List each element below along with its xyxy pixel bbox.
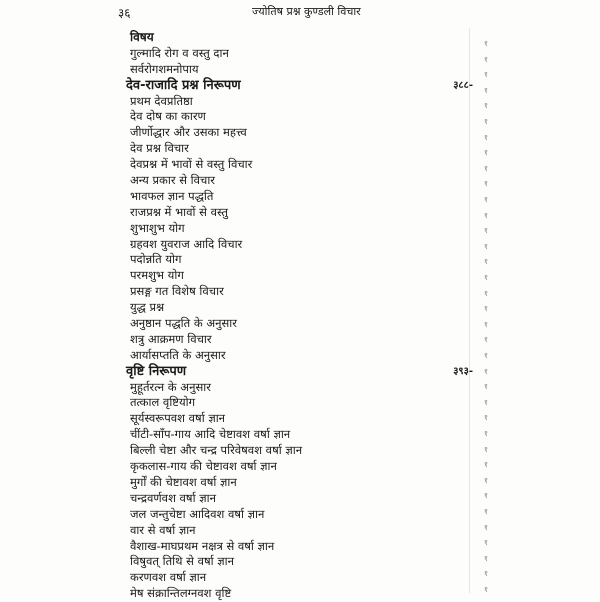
list-item: [130, 570, 475, 586]
entry-text: आर्यासप्तति के अनुसार: [130, 347, 226, 362]
page-number-fragment: १: [483, 553, 488, 563]
list-item: [130, 411, 475, 427]
page-number-fragment: १: [483, 39, 488, 48]
entry-text: परमशुभ योग: [130, 268, 184, 283]
page-number-fragment: १: [483, 475, 488, 485]
page-number-fragment: १: [483, 117, 488, 126]
page-number-fragment: १: [483, 101, 488, 111]
list-item: [130, 94, 475, 110]
section-heading: [126, 364, 471, 380]
list-item: [130, 221, 475, 237]
entry-text: सूर्यस्वरूपवश वर्षा ज्ञान: [130, 411, 226, 426]
entry-text: वैशाख-माघप्रथम नक्षत्र से वर्षा ज्ञान: [130, 538, 275, 553]
list-item: [130, 125, 475, 141]
running-title: ज्योतिष प्रश्न कुण्डली विचार: [252, 5, 361, 18]
entry-text: प्रथम देवप्रतिष्ठा: [130, 93, 193, 108]
page-number-fragment: १: [483, 351, 488, 360]
entry-text: शुभाशुभ योग: [130, 220, 185, 235]
list-item: [130, 109, 475, 125]
page-number-fragment: १: [483, 444, 488, 454]
entry-text: शत्रु आक्रमण विचार: [130, 331, 212, 346]
entry-text: मुहूर्तरत्न के अनुसार: [130, 379, 211, 394]
page-number-fragment: १: [483, 226, 488, 236]
page-number-fragment: १: [483, 273, 488, 282]
page-number-fragment: १: [483, 163, 488, 173]
entry-text: बिल्ली चेष्टा और चन्द्र परिवेषवश वर्षा ज्ञान: [130, 443, 303, 458]
list-item: [130, 395, 475, 411]
entry-text: जीर्णोद्धार और उसका महत्त्व: [130, 125, 247, 140]
page-number-fragment: १: [483, 460, 488, 470]
page-number-fragment: १: [483, 257, 488, 267]
list-item: [130, 523, 475, 539]
page-number-fragment: १: [483, 585, 488, 594]
page-number-fragment: १: [483, 382, 488, 392]
list-item: [130, 491, 475, 507]
list-item: [130, 284, 475, 300]
list-item: [130, 316, 475, 332]
entry-text: विषय: [130, 30, 154, 44]
page-number-fragment: १: [483, 522, 488, 532]
entry-text: अनुष्ठान पद्धति के अनुसार: [130, 316, 237, 331]
entry-text: युद्ध प्रश्न: [130, 300, 165, 315]
entry-text: राजप्रश्न में भावों से वस्तु: [130, 204, 229, 219]
page-reference: ३९३-: [453, 365, 473, 377]
entry-text: सर्वरोगशमनोपाय: [130, 61, 199, 76]
list-item: [130, 554, 475, 570]
page-number: ३६: [118, 6, 131, 20]
list-item: [130, 157, 475, 173]
list-item: [130, 237, 475, 253]
entry-text: प्रसङ्ग गत विशेष विचार: [130, 284, 224, 299]
list-item: [130, 380, 475, 396]
list-item: [130, 205, 475, 221]
entry-text: तत्काल वृष्टियोग: [130, 395, 196, 410]
entry-text: करणवश वर्षा ज्ञान: [130, 570, 207, 585]
entry-text: चींटी-साँप-गाय आदि चेष्टावश वर्षा ज्ञान: [130, 427, 291, 442]
list-item: [130, 141, 475, 157]
entry-text: अन्य प्रकार से विचार: [130, 173, 216, 188]
list-item: [130, 507, 475, 523]
list-item: [130, 252, 475, 268]
entry-text: देवप्रश्न में भावों से वस्तु विचार: [130, 157, 253, 172]
page-number-fragment: १: [483, 491, 488, 501]
entry-text: चन्द्रवर्णवश वर्षा ज्ञान: [130, 490, 216, 505]
list-item: [130, 268, 475, 284]
entry-text: देव-राजादि प्रश्न निरूपण: [126, 77, 241, 93]
entry-text: जल जन्तुचेष्टा आदिवश वर्षा ज्ञान: [130, 506, 265, 521]
page-number-fragment: १: [483, 366, 488, 376]
entry-text: कृकलास-गाय की चेष्टावश वर्षा ज्ञान: [130, 459, 277, 474]
entry-text: गुल्मादि रोग व वस्तु दान: [130, 45, 229, 60]
page-number-fragment: १: [483, 54, 488, 64]
list-item: [130, 46, 475, 62]
entry-text: ग्रहवश युवराज आदि विचार: [130, 236, 243, 251]
entry-text: मेष संक्रान्तिलग्नवश वृष्टि: [130, 586, 232, 601]
entry-text: पदोन्नति योग: [130, 252, 182, 267]
list-item: [130, 348, 475, 364]
list-item: [130, 62, 475, 78]
entry-text: मुर्गों की चेष्टावश वर्षा ज्ञान: [130, 474, 237, 489]
entry-text: भावफल ज्ञान पद्धति: [130, 188, 214, 203]
page-number-fragment: १: [483, 70, 488, 80]
entry-text: देव दोष का कारण: [130, 109, 206, 124]
page-number-fragment: १: [483, 210, 488, 220]
page-number-fragment: १: [483, 538, 488, 548]
page-number-fragment: १: [483, 195, 488, 204]
page-number-fragment: १: [483, 85, 488, 95]
entry-text: विषुवत् तिथि से वर्षा ज्ञान: [130, 554, 234, 569]
section-heading: [126, 78, 471, 94]
page-number-fragment: १: [483, 429, 488, 438]
page-number-fragment: १: [483, 507, 488, 516]
page-number-fragment: १: [483, 304, 488, 314]
entry-text: वृष्टि निरूपण: [126, 363, 187, 379]
list-item: [130, 443, 475, 459]
list-item: [130, 300, 475, 316]
page-number-fragment: १: [483, 319, 488, 329]
page-number-fragment: १: [483, 335, 488, 345]
subject-heading: [130, 30, 475, 46]
page-number-fragment: १: [483, 397, 488, 407]
page-number-fragment: १: [483, 132, 488, 142]
page-number-fragment: १: [483, 413, 488, 423]
list-item: [130, 427, 475, 443]
list-item: [130, 459, 475, 475]
page-reference: ३८८-: [453, 79, 473, 91]
page-header: [112, 4, 472, 22]
entry-text: देव प्रश्न विचार: [130, 141, 189, 156]
list-item: [130, 189, 475, 205]
list-item: [130, 539, 475, 555]
page-number-fragment: १: [483, 569, 488, 579]
table-of-contents: [126, 30, 475, 602]
page-number-fragment: १: [483, 179, 488, 189]
page-number-fragment: १: [483, 148, 488, 158]
page-number-fragment: १: [483, 241, 488, 251]
page-number-fragment: १: [483, 288, 488, 298]
list-item: [130, 475, 475, 491]
list-item: [130, 332, 475, 348]
list-item: [130, 173, 475, 189]
entry-text: वार से वर्षा ज्ञान: [130, 522, 196, 537]
